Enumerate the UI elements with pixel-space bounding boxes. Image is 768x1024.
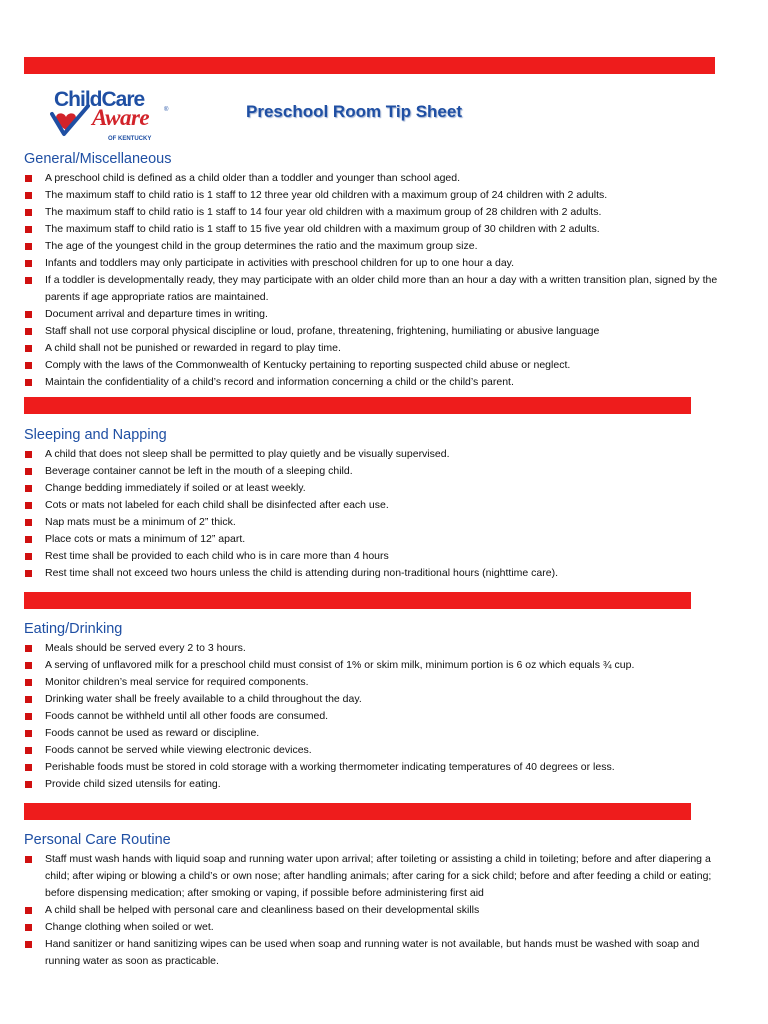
list-item bbox=[24, 531, 724, 548]
list-item bbox=[24, 463, 724, 480]
square-bullet-icon bbox=[25, 192, 32, 199]
section-eating-drinking bbox=[24, 621, 724, 793]
list-item-text: Change clothing when soiled or wet. bbox=[45, 921, 214, 933]
list-item-text: Staff shall not use corporal physical discipline or loud, profane, threatening, frightening, humiliating or abusive language bbox=[45, 325, 600, 337]
square-bullet-icon bbox=[25, 451, 32, 458]
childcare-aware-logo bbox=[48, 86, 172, 148]
square-bullet-icon bbox=[25, 536, 32, 543]
square-bullet-icon bbox=[25, 468, 32, 475]
list-item-text: A child shall be helped with personal care and cleanliness based on their developmental skills bbox=[45, 904, 480, 916]
section-sleeping-and-napping bbox=[24, 427, 724, 582]
list-item-text: Infants and toddlers may only participate in activities with preschool children for up to one hour a day. bbox=[45, 257, 515, 269]
square-bullet-icon bbox=[25, 226, 32, 233]
page-title: Preschool Room Tip Sheet bbox=[246, 102, 463, 121]
list-item-text: Nap mats must be a minimum of 2” thick. bbox=[45, 516, 236, 528]
section-divider-bar bbox=[24, 397, 691, 414]
list-item-text: Rest time shall not exceed two hours unless the child is attending during non-traditional hours (nighttime care). bbox=[45, 567, 559, 579]
list-item-text: Meals should be served every 2 to 3 hours. bbox=[45, 642, 246, 654]
list-item bbox=[24, 657, 724, 674]
list-item-text: Foods cannot be used as reward or discipline. bbox=[45, 727, 260, 739]
square-bullet-icon bbox=[25, 730, 32, 737]
list-item bbox=[24, 776, 724, 793]
square-bullet-icon bbox=[25, 781, 32, 788]
section-heading: Personal Care Routine bbox=[24, 832, 171, 848]
list-item-text: Place cots or mats a minimum of 12” apart. bbox=[45, 533, 246, 545]
list-item bbox=[24, 565, 724, 582]
list-item bbox=[24, 340, 724, 357]
list-item-text: Rest time shall be provided to each child who is in care more than 4 hours bbox=[45, 550, 389, 562]
list-item bbox=[24, 238, 724, 255]
logo-text-childcare: ChildCare bbox=[54, 88, 145, 111]
top-red-bar bbox=[24, 57, 715, 74]
list-item-text: Change bedding immediately if soiled or at least weekly. bbox=[45, 482, 306, 494]
square-bullet-icon bbox=[25, 764, 32, 771]
list-item-text: Maintain the confidentiality of a child’s record and information concerning a child or the child’s parent. bbox=[45, 376, 514, 388]
list-item bbox=[24, 936, 724, 970]
item-list bbox=[24, 851, 724, 970]
square-bullet-icon bbox=[25, 941, 32, 948]
list-item bbox=[24, 255, 724, 272]
list-item bbox=[24, 902, 724, 919]
list-item bbox=[24, 851, 724, 902]
list-item-text: Beverage container cannot be left in the mouth of a sleeping child. bbox=[45, 465, 353, 477]
list-item-text: Foods cannot be served while viewing electronic devices. bbox=[45, 744, 312, 756]
square-bullet-icon bbox=[25, 856, 32, 863]
logo-registered-mark: ® bbox=[164, 107, 169, 113]
list-item bbox=[24, 204, 724, 221]
square-bullet-icon bbox=[25, 362, 32, 369]
list-item bbox=[24, 640, 724, 657]
square-bullet-icon bbox=[25, 907, 32, 914]
list-item bbox=[24, 323, 724, 340]
list-item-text: Cots or mats not labeled for each child shall be disinfected after each use. bbox=[45, 499, 389, 511]
section-heading: General/Miscellaneous bbox=[24, 151, 172, 167]
section-divider-bar bbox=[24, 592, 691, 609]
square-bullet-icon bbox=[25, 243, 32, 250]
list-item-text: A child shall not be punished or rewarded in regard to play time. bbox=[45, 342, 341, 354]
square-bullet-icon bbox=[25, 175, 32, 182]
square-bullet-icon bbox=[25, 679, 32, 686]
list-item bbox=[24, 374, 724, 391]
list-item bbox=[24, 742, 724, 759]
list-item-text: The maximum staff to child ratio is 1 staff to 12 three year old children with a maximum group of 24 children with 2 adults. bbox=[45, 189, 608, 201]
section-divider-bar bbox=[24, 803, 691, 820]
square-bullet-icon bbox=[25, 485, 32, 492]
section-general-miscellaneous bbox=[24, 151, 724, 391]
list-item bbox=[24, 548, 724, 565]
list-item bbox=[24, 170, 724, 187]
list-item bbox=[24, 674, 724, 691]
list-item-text: A child that does not sleep shall be permitted to play quietly and be visually supervised. bbox=[45, 448, 450, 460]
list-item bbox=[24, 497, 724, 514]
list-item-text: Monitor children’s meal service for required components. bbox=[45, 676, 309, 688]
list-item-text: Hand sanitizer or hand sanitizing wipes can be used when soap and running water is not available, but hands must be washed with soap and running water as soon as practicable. bbox=[45, 938, 700, 967]
list-item-text: A serving of unflavored milk for a preschool child must consist of 1% or skim milk, minimum portion is 6 oz which equals ¾ cup. bbox=[45, 659, 635, 671]
list-item-text: Document arrival and departure times in writing. bbox=[45, 308, 268, 320]
section-heading: Eating/Drinking bbox=[24, 621, 123, 637]
square-bullet-icon bbox=[25, 645, 32, 652]
square-bullet-icon bbox=[25, 519, 32, 526]
list-item bbox=[24, 919, 724, 936]
list-item bbox=[24, 272, 724, 306]
list-item bbox=[24, 759, 724, 776]
section-heading: Sleeping and Napping bbox=[24, 427, 167, 443]
item-list bbox=[24, 170, 724, 391]
list-item-text: The age of the youngest child in the group determines the ratio and the maximum group size. bbox=[45, 240, 478, 252]
section-personal-care-routine bbox=[24, 832, 724, 970]
square-bullet-icon bbox=[25, 328, 32, 335]
list-item-text: Comply with the laws of the Commonwealth of Kentucky pertaining to reporting suspected child abuse or neglect. bbox=[45, 359, 571, 371]
list-item bbox=[24, 691, 724, 708]
square-bullet-icon bbox=[25, 277, 32, 284]
square-bullet-icon bbox=[25, 713, 32, 720]
square-bullet-icon bbox=[25, 696, 32, 703]
square-bullet-icon bbox=[25, 260, 32, 267]
item-list bbox=[24, 446, 724, 582]
list-item bbox=[24, 357, 724, 374]
logo-text-aware: Aware bbox=[92, 105, 150, 130]
list-item-text: Staff must wash hands with liquid soap and running water upon arrival; after toileting or assisting a child in toileting; before and after diapering a child; after wiping or blowing a child’s or own nose; after handling animals; after caring for a sick child; before and after feeding a child or eating; before dispensing medication; after smoking or vaping, if possible before administering first aid bbox=[45, 853, 712, 899]
list-item-text: Foods cannot be withheld until all other foods are consumed. bbox=[45, 710, 329, 722]
list-item bbox=[24, 725, 724, 742]
square-bullet-icon bbox=[25, 924, 32, 931]
square-bullet-icon bbox=[25, 379, 32, 386]
list-item-text: If a toddler is developmentally ready, they may participate with an older child more than an hour a day with a written transition plan, signed by the parents if age appropriate ratios are maintained. bbox=[45, 274, 718, 303]
list-item bbox=[24, 221, 724, 238]
list-item bbox=[24, 708, 724, 725]
list-item bbox=[24, 187, 724, 204]
list-item bbox=[24, 446, 724, 463]
list-item bbox=[24, 306, 724, 323]
list-item bbox=[24, 480, 724, 497]
list-item-text: Drinking water shall be freely available to a child throughout the day. bbox=[45, 693, 362, 705]
square-bullet-icon bbox=[25, 502, 32, 509]
square-bullet-icon bbox=[25, 209, 32, 216]
list-item-text: The maximum staff to child ratio is 1 staff to 14 four year old children with a maximum group of 28 children with 2 adults. bbox=[45, 206, 602, 218]
square-bullet-icon bbox=[25, 747, 32, 754]
square-bullet-icon bbox=[25, 345, 32, 352]
list-item-text: Perishable foods must be stored in cold storage with a working thermometer indicating temperatures of 40 degrees or less. bbox=[45, 761, 615, 773]
square-bullet-icon bbox=[25, 570, 32, 577]
list-item-text: A preschool child is defined as a child older than a toddler and younger than school aged. bbox=[45, 172, 461, 184]
logo-text-kentucky: OF KENTUCKY bbox=[108, 136, 152, 142]
item-list bbox=[24, 640, 724, 793]
list-item-text: The maximum staff to child ratio is 1 staff to 15 five year old children with a maximum group of 30 children with 2 adults. bbox=[45, 223, 600, 235]
square-bullet-icon bbox=[25, 662, 32, 669]
list-item-text: Provide child sized utensils for eating. bbox=[45, 778, 221, 790]
square-bullet-icon bbox=[25, 311, 32, 318]
list-item bbox=[24, 514, 724, 531]
square-bullet-icon bbox=[25, 553, 32, 560]
